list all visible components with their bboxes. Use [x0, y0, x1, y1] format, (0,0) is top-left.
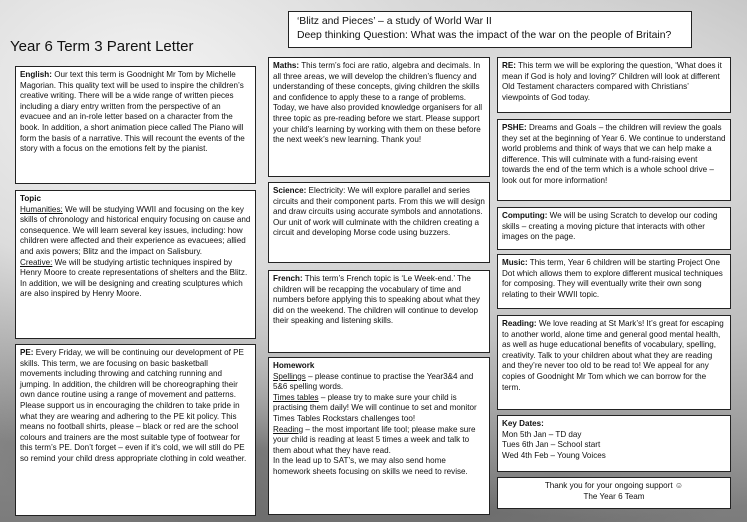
sats-text: In the lead up to SAT’s, we may also send home homework sheets focusing on skills we need to revise. — [273, 456, 468, 476]
science-section — [268, 182, 490, 263]
english-section — [15, 66, 256, 184]
science-text: Electricity: We will explore parallel and series circuits and their component parts. From this we will design and draw circuits using accurate symbols and annotations. Our unit of work will culminate with the children creating a circuit and developing Morse code using buzzers. — [273, 186, 485, 238]
computing-text: We will be using Scratch to develop our coding skills – creating a moving picture that interacts with other images on the page. — [502, 211, 718, 242]
music-label: Music: — [502, 258, 528, 267]
pshe-label: PSHE: — [502, 123, 527, 132]
deep-thinking-question: Deep thinking Question: What was the impact of the war on the people of Britain? — [297, 30, 672, 41]
science-label: Science: — [273, 186, 307, 195]
closing-signature: The Year 6 Team — [583, 491, 645, 501]
pshe-text: Dreams and Goals – the children will review the goals they set at the beginning of Year 6. We continue to understand world problems and think of ways that we can help make a difference. This will culminate with a fund-raising event towards the end of the term which is a whole school drive – look out for more information! — [502, 123, 726, 185]
french-text: This term’s French topic is ‘Le Week-end.’ The children will be recapping the vocabulary of time and numbers before applying this to speaking about what they did on the weekend. The children will continue to develop their speaking and listening skills. — [273, 274, 480, 326]
reading-homework-text: – the most important life tool; please make sure your child is reading at least 5 times a week and talk to them about what they have read. — [273, 424, 476, 455]
music-text: This term, Year 6 children will be starting Project One Dot which allows them to explore different musical techniques for composing. They will eventually write their own song relating to their WWII topic. — [502, 258, 723, 299]
reading-homework-label: Reading — [273, 424, 304, 434]
reading-text: We love reading at St Mark’s! It’s great for escaping to another world, alone time and general good mental health, as well as huge educational benefits of vocabulary, spelling, creativity. Talk to your children about what they are reading and they’re never too old to be read to! We appeal for any copies of Goodnight Mr Tom which we can borrow for the term. — [502, 319, 724, 392]
music-section — [497, 254, 731, 309]
creative-label: Creative: — [20, 257, 53, 267]
computing-section — [497, 207, 731, 250]
closing-thanks: Thank you for your ongoing support ☺ — [544, 481, 684, 490]
times-tables-text: – please try to make sure your child is practising them daily! We will continue to set and monitor Times Tables Rockstars challenges too! — [273, 392, 477, 423]
homework-section — [268, 357, 490, 515]
maths-text: This term’s foci are ratio, algebra and decimals. In all three areas, we will develop the children’s fluency and understanding of these concepts, giving children the skills and confidence to apply these to a range of problems. Today, we have also provided knowledge organisers for all three topic as pre-reading before we start. Please support your child’s learning by working with them on these before the next week’s new learning. Thank you! — [273, 61, 483, 145]
key-dates-section — [497, 415, 731, 472]
english-text: Our text this term is Goodnight Mr Tom by Michelle Magorian. This quality text will be used to inspire the children’s creative writing. There will be a wide range of written pieces including a diary entry written from the perspective of an evacuee and an in-role letter based on a character from the book. In addition, a short animation piece called The Piano will form the basis of a narrative. This will recount the events of the story with a focus on the emotions felt by the pianist. — [20, 70, 245, 154]
topic-label: Topic — [20, 194, 41, 203]
re-section — [497, 57, 731, 113]
page-title: Year 6 Term 3 Parent Letter — [10, 38, 194, 55]
humanities-text: We will be studying WWII and focusing on the key skills of chronology and historical enquiry focusing on cause and consequence. We will learn several key issues, including: how children were affected and their experience as evacuees; allied and axis powers; Blitz and the impact on Salisbury. — [20, 204, 251, 256]
reading-label: Reading: — [502, 319, 537, 328]
topic-header — [288, 11, 692, 48]
closing-section — [497, 477, 731, 509]
pe-text-1: Every Friday, we will be continuing our development of PE skills. This term, we are focusing on basic basketball movements including throwing and catching running and jumping. In addition, the children will be choreographing their own dance routine using a range of movement and patterns. — [20, 348, 244, 400]
pe-text-2: Please support us in encouraging the children to take pride in what they are wearing and adhering to the PE kit policy. This means no football shirts, please – black or red are the school colours and trainers are the most suitable type of footwear for this term’s PE. Don’t forget – even if it’s cold, we will still do PE so remind your child dress appropriate clothing in cold weather. — [20, 400, 247, 463]
french-section — [268, 270, 490, 353]
computing-label: Computing: — [502, 211, 548, 220]
humanities-label: Humanities: — [20, 204, 63, 214]
key-date-item: Wed 4th Feb – Young Voices — [502, 450, 606, 460]
french-label: French: — [273, 274, 303, 283]
key-date-item: Tues 6th Jan – School start — [502, 440, 601, 450]
reading-section — [497, 315, 731, 410]
spellings-text: – please continue to practise the Year3&4 and 5&6 spelling words. — [273, 371, 474, 392]
maths-label: Maths: — [273, 61, 300, 70]
english-label: English: — [20, 70, 52, 79]
key-date-item: Mon 5th Jan – TD day — [502, 429, 582, 439]
homework-label: Homework — [273, 361, 315, 370]
re-label: RE: — [502, 61, 516, 70]
times-tables-label: Times tables — [273, 392, 319, 402]
pe-label: PE: — [20, 348, 34, 357]
maths-section — [268, 57, 490, 177]
pshe-section — [497, 119, 731, 201]
pe-section — [15, 344, 256, 516]
spellings-label: Spellings — [273, 371, 306, 381]
key-dates-label: Key Dates: — [502, 419, 544, 428]
topic-line: ‘Blitz and Pieces’ – a study of World War II — [297, 16, 492, 27]
creative-text: We will be studying artistic techniques inspired by Henry Moore to create representations of shelters and the Blitz. In addition, we will be designing and creating sculptures which are also inspired by Henry Moore. — [20, 257, 248, 299]
topic-section — [15, 190, 256, 339]
re-text: This term we will be exploring the question, ‘What does it mean if God is holy and loving?’ Children will look at different Old Testament characters compared with Christians’ viewpoints of God today. — [502, 61, 722, 102]
